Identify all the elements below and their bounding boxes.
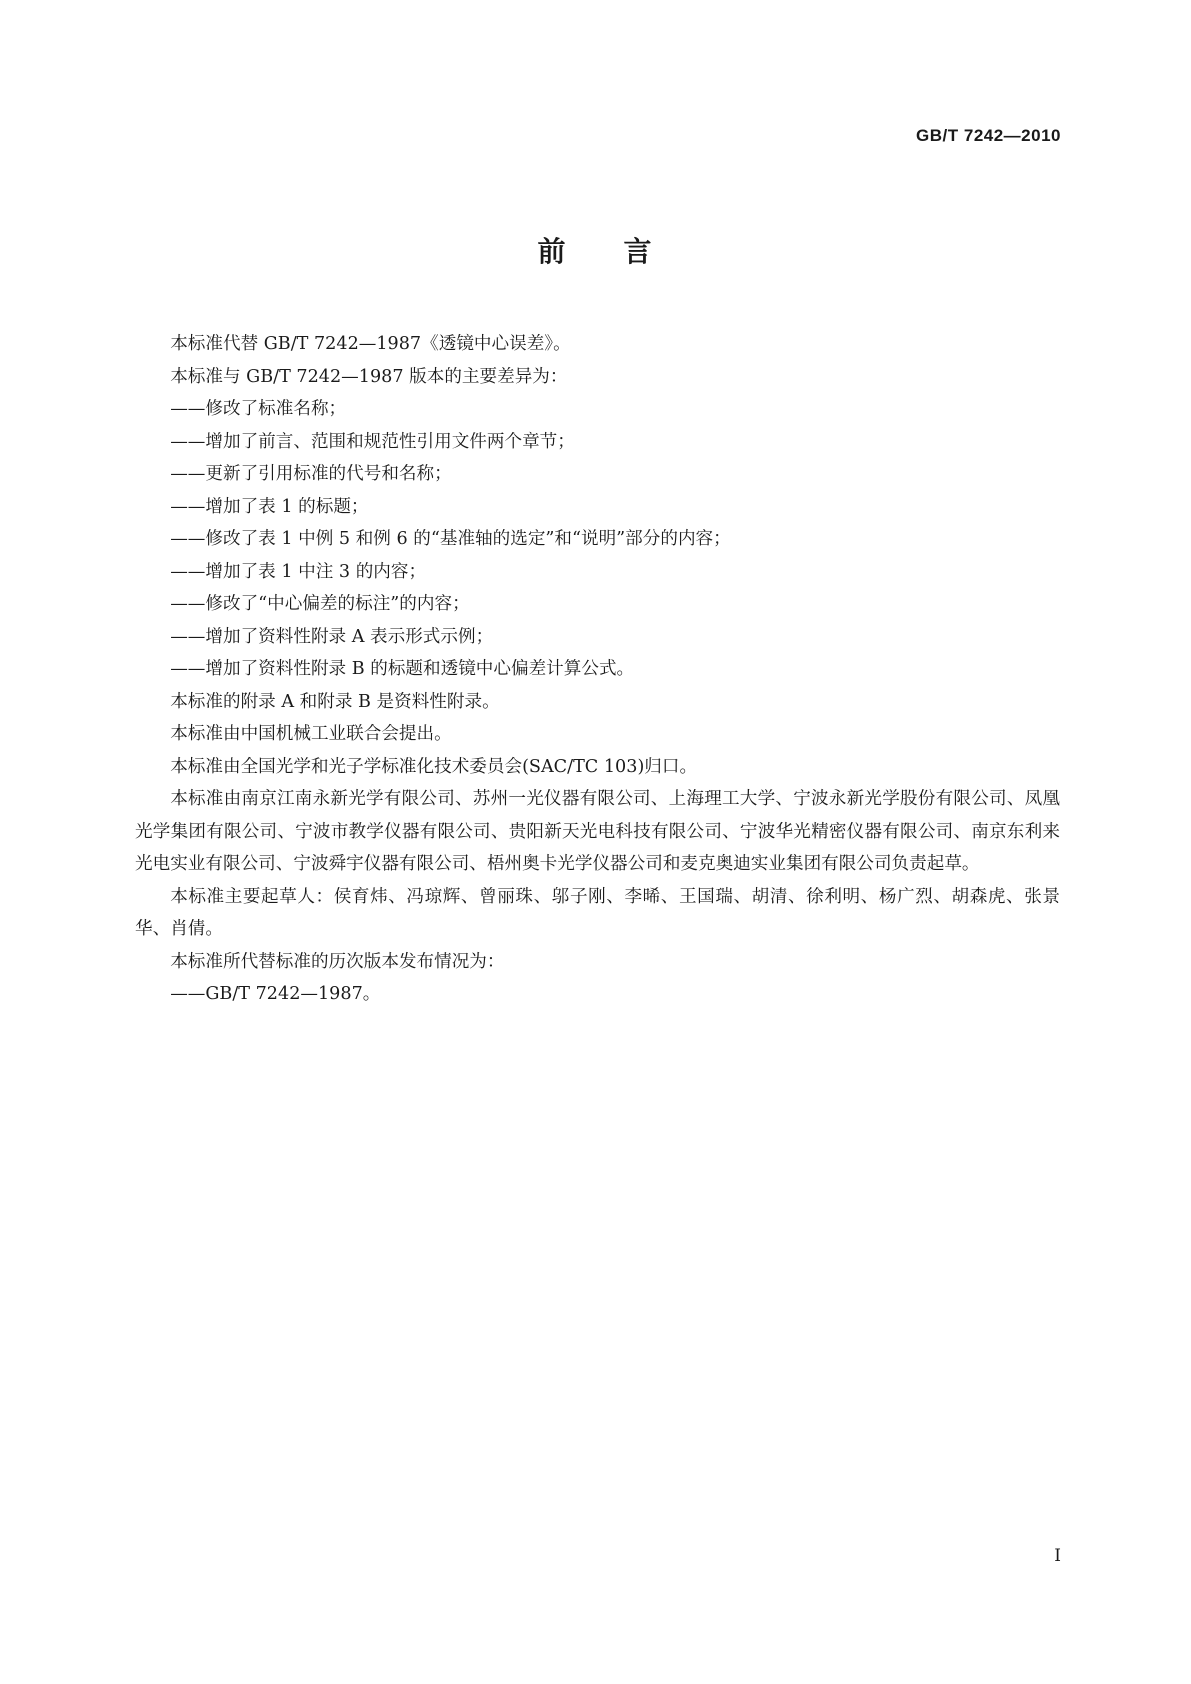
- list-item: ——增加了前言、范围和规范性引用文件两个章节；: [170, 431, 575, 452]
- paragraph-drafters: 本标准主要起草人：侯育炜、冯琼辉、曾丽珠、邬子刚、李晞、王国瑞、胡清、徐利明、杨广烈、胡森虎、张景华、肖倩。: [135, 886, 1060, 939]
- paragraph-drafting-units: 本标准由南京江南永新光学有限公司、苏州一光仪器有限公司、上海理工大学、宁波永新光学股份有限公司、凤凰光学集团有限公司、宁波市教学仪器有限公司、贵阳新天光电科技有限公司、宁波华光精密仪器有限公司、南京东利来光电实业有限公司、宁波舜宇仪器有限公司、梧州奥卡光学仪器公司和麦克奥迪实业集团有限公司负责起草。: [135, 789, 1060, 874]
- paragraph-proposed-by: 本标准由中国机械工业联合会提出。: [170, 724, 452, 744]
- paragraph-replaces: 本标准代替 GB/T 7242—1987《透镜中心误差》。: [170, 334, 571, 354]
- paragraph-under-jurisdiction: 本标准由全国光学和光子学标准化技术委员会(SAC/TC 103)归口。: [170, 756, 698, 777]
- title-char-1: 前: [537, 235, 568, 268]
- list-item: ——增加了表 1 的标题；: [170, 496, 369, 517]
- list-item: ——GB/T 7242—1987。: [170, 984, 381, 1004]
- page-title: [0, 230, 1191, 270]
- title-char-2: 言: [623, 235, 654, 268]
- foreword-body: [135, 328, 1060, 1011]
- list-item: ——增加了资料性附录 A 表示形式示例；: [170, 626, 494, 647]
- list-item: ——修改了标准名称；: [170, 399, 347, 419]
- list-item: ——修改了表 1 中例 5 和例 6 的“基准轴的选定”和“说明”部分的内容；: [170, 529, 731, 549]
- list-item: ——修改了“中心偏差的标注”的内容；: [170, 594, 470, 614]
- list-item: ——更新了引用标准的代号和名称；: [170, 464, 452, 484]
- paragraph-history-intro: 本标准所代替标准的历次版本发布情况为：: [170, 951, 505, 972]
- standard-code: GB/T 7242—2010: [916, 126, 1061, 145]
- paragraph-annexes: 本标准的附录 A 和附录 B 是资料性附录。: [170, 691, 500, 712]
- paragraph-differences-intro: 本标准与 GB/T 7242—1987 版本的主要差异为：: [170, 366, 568, 387]
- list-item: ——增加了资料性附录 B 的标题和透镜中心偏差计算公式。: [170, 659, 635, 679]
- page-number: I: [1054, 1546, 1061, 1566]
- list-item: ——增加了表 1 中注 3 的内容；: [170, 561, 427, 582]
